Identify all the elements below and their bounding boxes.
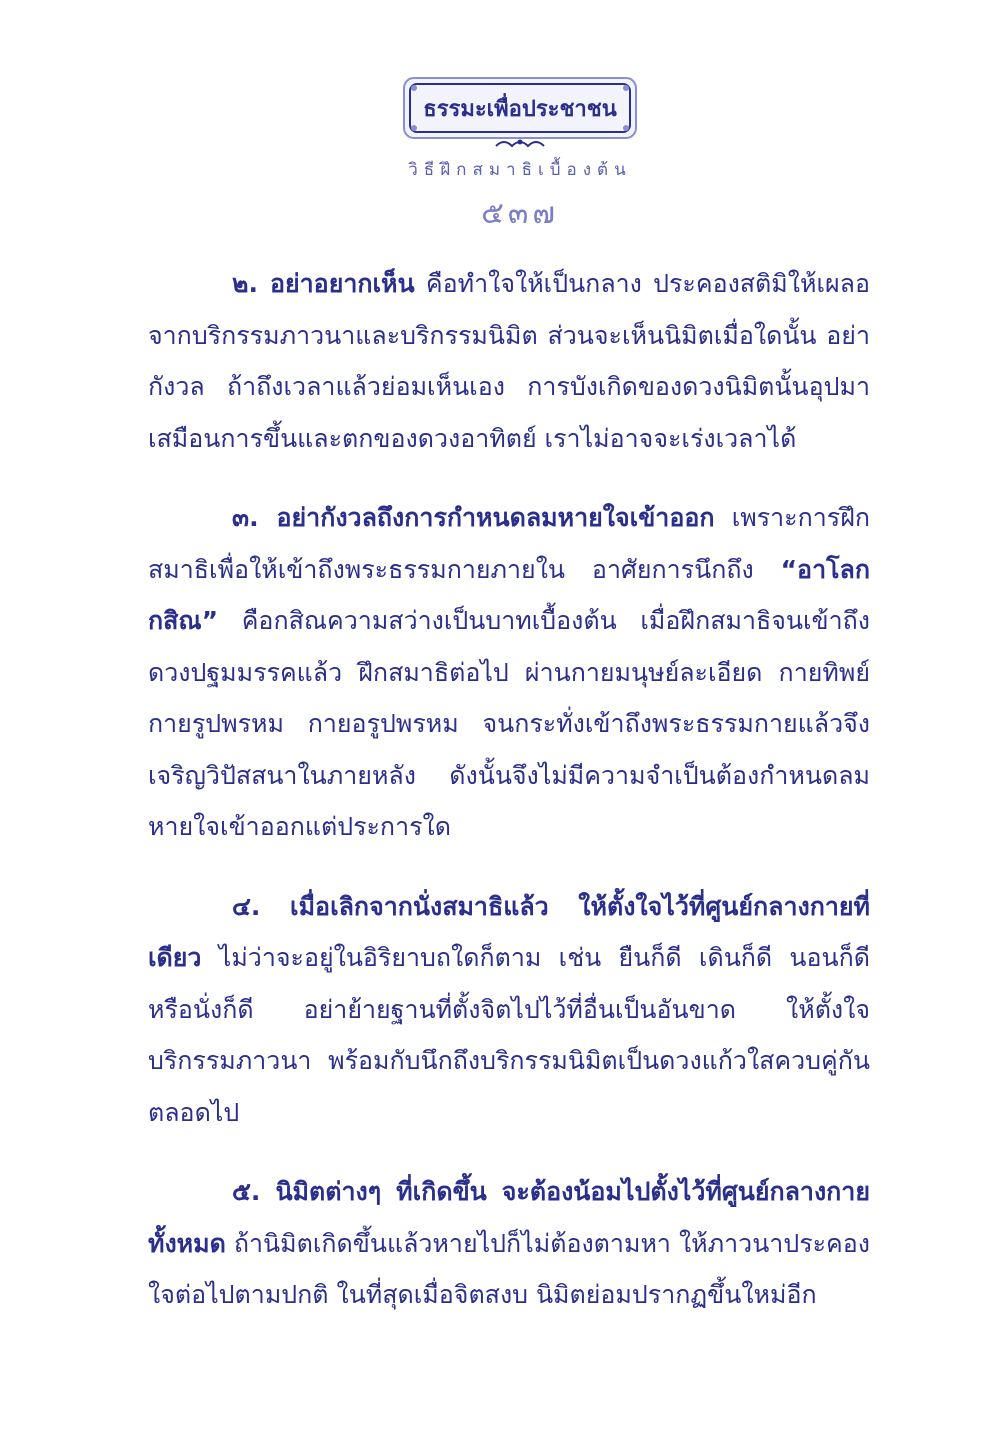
- page-number: ๕๓๗: [481, 196, 559, 231]
- logo-text: ธรรมะเพื่อประชาชน: [423, 97, 617, 122]
- paragraph-heading: ๓. อย่ากังวลถึงการกำหนดลมหายใจเข้าออก: [232, 503, 715, 532]
- paragraph-heading: ๒. อย่าอยากเห็น: [232, 269, 415, 298]
- paragraph-heading: ๔. เมื่อเลิกจากนั่งสมาธิแล้ว ให้ตั้งใจไว้ที่ศูนย์กลางกายที่เดียว: [148, 891, 870, 972]
- book-title: วิธีฝึกสมาธิเบื้องต้น: [408, 160, 632, 180]
- body-text: [148, 258, 870, 1349]
- quoted-term: “อาโลกกสิณ”: [148, 554, 870, 635]
- paragraph-item-2: [148, 258, 870, 464]
- paragraph-item-3: [148, 492, 870, 853]
- paragraph-body-continued: คือกสิณความสว่างเป็นบาทเบื้องต้น เมื่อฝึกสมาธิจนเข้าถึงดวงปฐมมรรคแล้ว ฝึกสมาธิต่อไป ผ่านกายมนุษย์ละเอียด กายทิพย์ กายรูปพรหม กายอรูปพรหม จนกระทั่งเข้าถึงพระธรรมกายแล้วจึงเจริญวิปัสสนาในภายหลัง ดังนั้นจึงไม่มีความจำเป็นต้องกำหนดลมหายใจเข้าออกแต่ประการใด: [148, 606, 870, 841]
- paragraph-body: เพราะการฝึกสมาธิเพื่อให้เข้าถึงพระธรรมกายภายใน อาศัยการนึกถึง: [148, 503, 870, 584]
- paragraph-item-5: [148, 1166, 870, 1321]
- paragraph-heading: ๕. นิมิตต่างๆ ที่เกิดขึ้น จะต้องน้อมไปตั้งไว้ที่ศูนย์กลางกายทั้งหมด: [148, 1177, 870, 1258]
- paragraph-body: คือทำใจให้เป็นกลาง ประคองสติมิให้เผลอจากบริกรรมภาวนาและบริกรรมนิมิต ส่วนจะเห็นนิมิตเมื่อใดนั้น อย่ากังวล ถ้าถึงเวลาแล้วย่อมเห็นเอง การบังเกิดของดวงนิมิตนั้นอุปมาเสมือนการขึ้นและตกของดวงอาทิตย์ เราไม่อาจจะเร่งเวลาได้: [148, 269, 870, 453]
- paragraph-body: ถ้านิมิตเกิดขึ้นแล้วหายไปก็ไม่ต้องตามหา ให้ภาวนาประคองใจต่อไปตามปกติ ในที่สุดเมื่อจิตสงบ นิมิตย่อมปรากฏขึ้นใหม่อีก: [148, 1228, 870, 1309]
- logo-frame-icon: [400, 74, 640, 154]
- publisher-logo: [400, 74, 640, 154]
- paragraph-item-4: [148, 881, 870, 1139]
- paragraph-body: ไม่ว่าจะอยู่ในอิริยาบถใดก็ตาม เช่น ยืนก็ดี เดินก็ดี นอนก็ดี หรือนั่งก็ดี อย่าย้ายฐานที่ตั้งจิตไปไว้ที่อื่นเป็นอันขาด ให้ตั้งใจบริกรรมภาวนา พร้อมกับนึกถึงบริกรรมนิมิตเป็นดวงแก้วใสควบคู่กันตลอดไป: [148, 943, 870, 1127]
